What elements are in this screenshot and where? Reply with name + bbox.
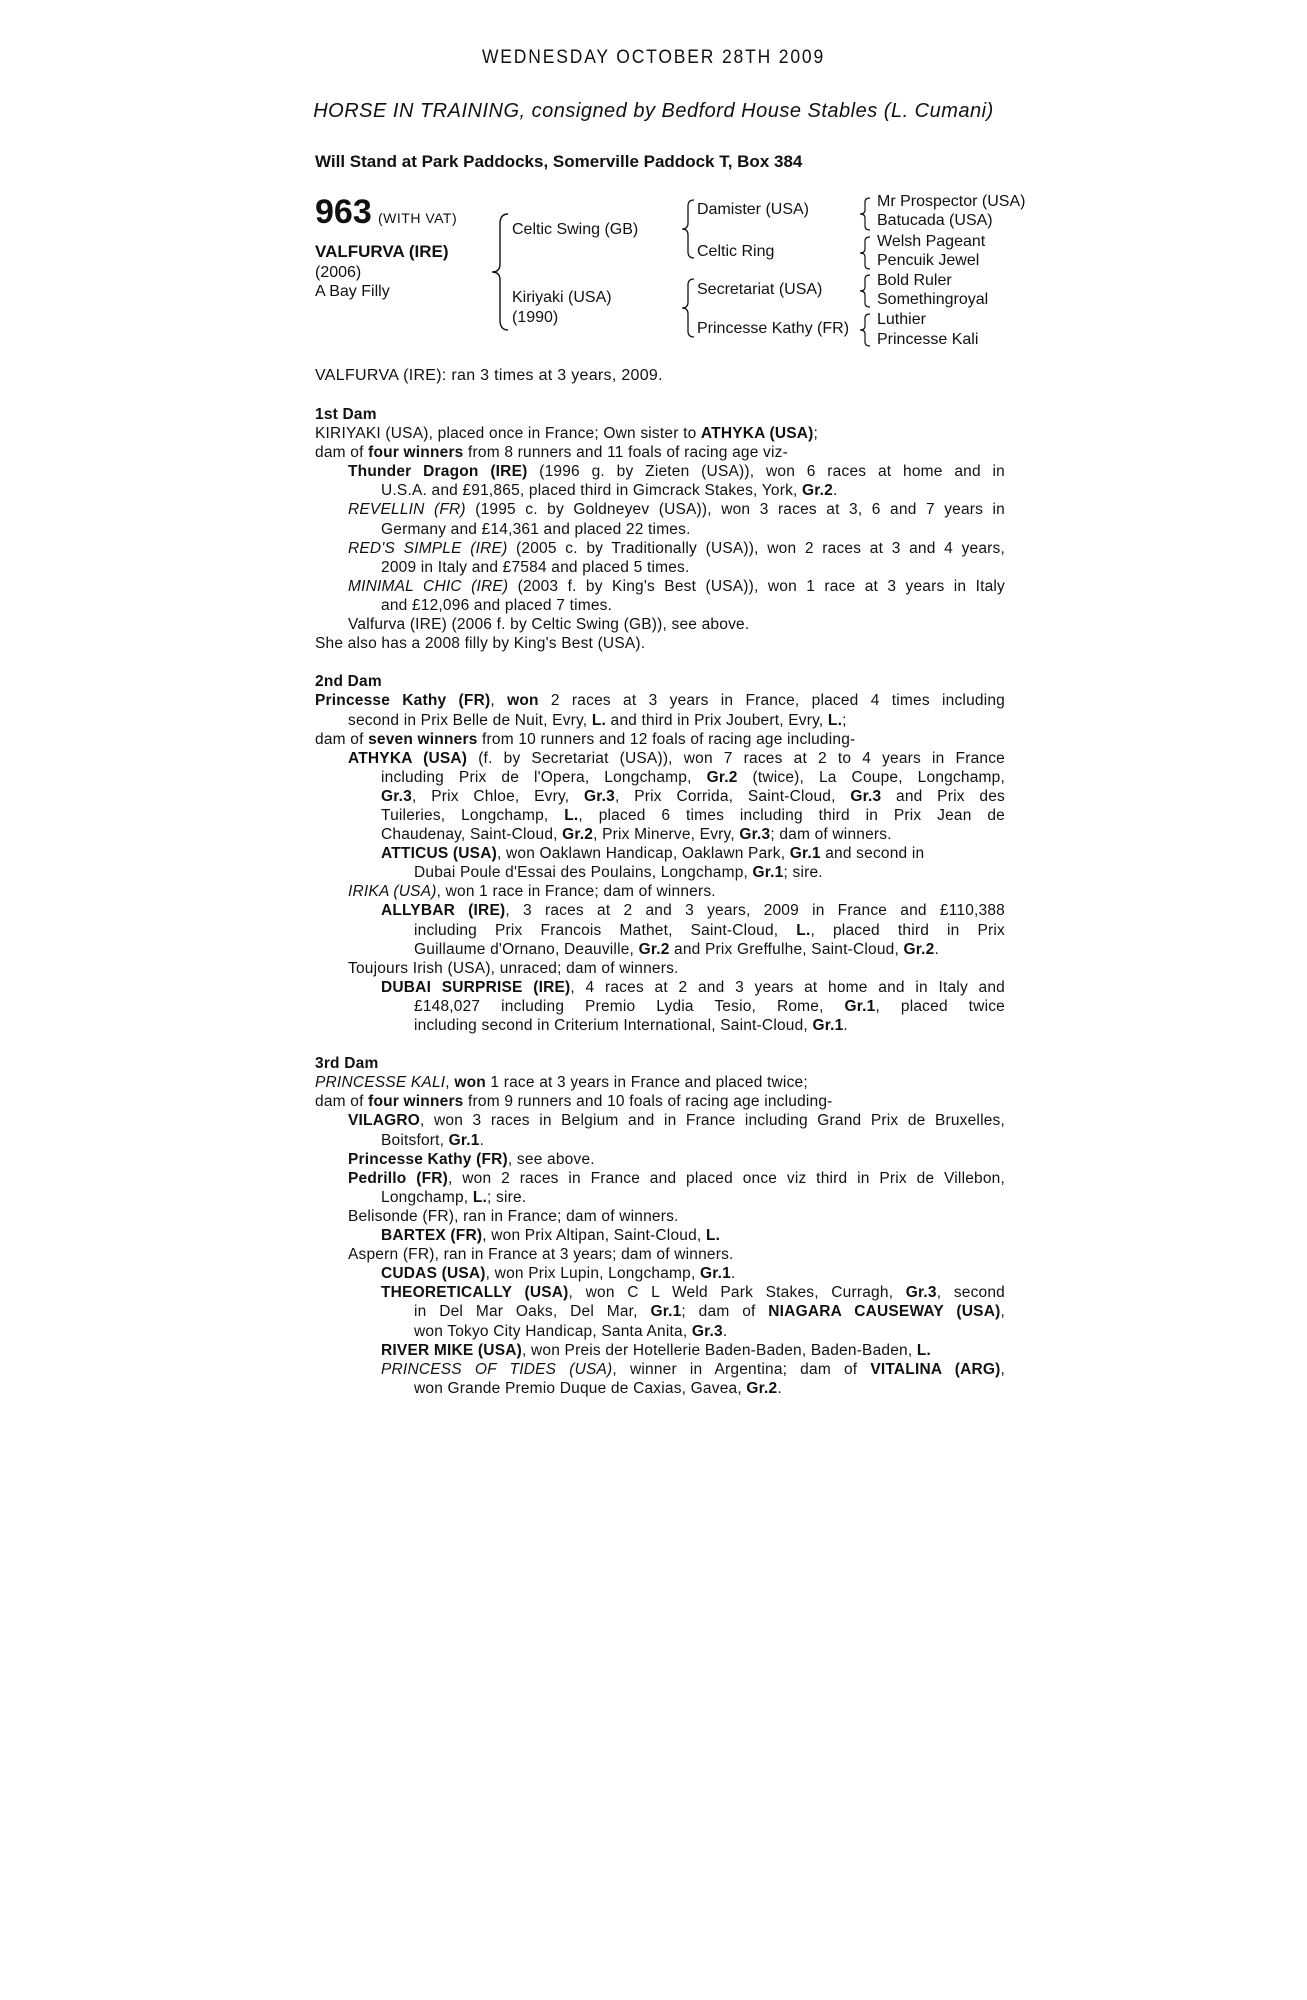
horse-year: (2006) [315,264,362,281]
pedigree-sire-sire: Damister (USA) [697,201,810,218]
produce-entry: BARTEX (FR), won Prix Altipan, Saint-Cloud, L. [381,1227,721,1245]
produce-entry: IRIKA (USA), won 1 race in France; dam of winners. [348,883,716,901]
third-dam-line: dam of four winners from 9 runners and 10 foals of racing age including- [315,1093,833,1111]
race-record: VALFURVA (IRE): ran 3 times at 3 years, 2009. [315,367,663,384]
consignment-line: HORSE IN TRAINING, consigned by Bedford House Stables (L. Cumani) [313,100,994,122]
produce-entry-cont: 2009 in Italy and £7584 and placed 5 times. [381,558,690,576]
stand-location: Will Stand at Park Paddocks, Somerville Paddock T, Box 384 [315,152,803,171]
produce-entry-cont: Chaudenay, Saint-Cloud, Gr.2, Prix Minerve, Evry, Gr.3; dam of winners. [381,826,892,844]
sale-date: WEDNESDAY OCTOBER 28TH 2009 [481,47,826,68]
second-dam-line: Princesse Kathy (FR), won 2 races at 3 years in France, placed 4 times including [315,692,1005,710]
produce-entry-cont: Tuileries, Longchamp, L., placed 6 times including third in Prix Jean de [381,806,1005,824]
third-dam-heading: 3rd Dam [315,1055,379,1073]
spacer [315,1035,1005,1054]
pedigree-sire-dam: Celtic Ring [697,243,775,260]
produce-entry: DUBAI SURPRISE (IRE), 4 races at 2 and 3 years at home and in Italy and [381,978,1005,996]
produce-entry-cont: Boitsfort, Gr.1. [381,1131,485,1149]
pedigree-g3: Welsh Pageant [877,233,986,250]
second-dam-heading: 2nd Dam [315,673,382,691]
produce-entry-cont: Dubai Poule d'Essai des Poulains, Longchamp, Gr.1; sire. [414,864,823,882]
produce-entry: Toujours Irish (USA), unraced; dam of winners. [348,959,679,977]
pedigree-g5: Bold Ruler [877,272,952,289]
produce-entry: THEORETICALLY (USA), won C L Weld Park Stakes, Curragh, Gr.3, second [381,1284,1006,1302]
produce-note: She also has a 2008 filly by King's Best (USA). [315,635,646,653]
produce-entry-cont: including Prix Francois Mathet, Saint-Cloud, L., placed third in Prix [414,921,1005,939]
pedigree-g8: Princesse Kali [877,331,979,348]
first-dam-heading: 1st Dam [315,406,377,423]
produce-entry-cont: £148,027 including Premio Lydia Tesio, Rome, Gr.1, placed twice [414,997,1005,1015]
produce-entry: MINIMAL CHIC (IRE) (2003 f. by King's Best (USA)), won 1 race at 3 years in Italy [348,577,1005,595]
produce-entry-cont: won Grande Premio Duque de Caxias, Gavea, Gr.2. [414,1379,782,1397]
pedigree-g4: Pencuik Jewel [877,252,980,269]
horse-name: VALFURVA (IRE) [315,242,449,261]
produce-entry-cont: and £12,096 and placed 7 times. [381,596,613,614]
lot-number: 963 [315,193,372,231]
produce-entry: Pedrillo (FR), won 2 races in France and placed once viz third in Prix de Villebon, [348,1169,1005,1187]
produce-entry-cont: including Prix de l'Opera, Longchamp, Gr.2 (twice), La Coupe, Longchamp, [381,768,1005,786]
pedigree-brace-sire [680,198,696,260]
second-dam-line: dam of seven winners from 10 runners and 12 foals of racing age including- [315,730,856,748]
produce-entry: PRINCESS OF TIDES (USA), winner in Argentina; dam of VITALINA (ARG), [381,1360,1005,1378]
produce-entry-cont: Gr.3, Prix Chloe, Evry, Gr.3, Prix Corrida, Saint-Cloud, Gr.3 and Prix des [381,787,1005,805]
produce-entry-cont: in Del Mar Oaks, Del Mar, Gr.1; dam of NIAGARA CAUSEWAY (USA), [414,1303,1005,1321]
pedigree-brace-g2 [858,235,872,271]
produce-entry: Belisonde (FR), ran in France; dam of winners. [348,1207,679,1225]
produce-entry: RIVER MIKE (USA), won Preis der Hotellerie Baden-Baden, Baden-Baden, L. [381,1341,932,1359]
produce-entry-cont: won Tokyo City Handicap, Santa Anita, Gr.3. [414,1322,728,1340]
produce-entry-cont: Longchamp, L.; sire. [381,1188,527,1206]
produce-entry: VILAGRO, won 3 races in Belgium and in France including Grand Prix de Bruxelles, [348,1112,1005,1130]
pedigree-g7: Luthier [877,311,926,328]
produce-record [315,405,1005,1398]
produce-entry: ATHYKA (USA) (f. by Secretariat (USA)), won 7 races at 2 to 4 years in France [348,749,1005,767]
first-dam-line: dam of four winners from 8 runners and 11 foals of racing age viz- [315,444,788,462]
third-dam-line: PRINCESSE KALI, won 1 race at 3 years in France and placed twice; [315,1074,808,1092]
pedigree-g1: Mr Prospector (USA) [877,193,1026,210]
produce-entry-cont: Germany and £14,361 and placed 22 times. [381,520,691,538]
pedigree-brace-g4 [858,312,872,348]
pedigree-g2: Batucada (USA) [877,212,993,229]
produce-entry: ALLYBAR (IRE), 3 races at 2 and 3 years, 2009 in France and £110,388 [381,902,1005,920]
pedigree-dam-year: (1990) [512,309,559,326]
pedigree-g6: Somethingroyal [877,291,989,308]
produce-entry: ATTICUS (USA), won Oaklawn Handicap, Oaklawn Park, Gr.1 and second in [381,845,925,863]
pedigree-brace-main [490,212,510,332]
produce-entry: RED'S SIMPLE (IRE) (2005 c. by Traditionally (USA)), won 2 races at 3 and 4 years, [348,539,1005,557]
produce-entry: REVELLIN (FR) (1995 c. by Goldneyev (USA)), won 3 races at 3, 6 and 7 years in [348,501,1006,519]
second-dam-line: second in Prix Belle de Nuit, Evry, L. and third in Prix Joubert, Evry, L.; [348,711,847,729]
produce-entry: Princesse Kathy (FR), see above. [348,1150,595,1168]
vat-note: (WITH VAT) [378,210,458,226]
pedigree-dam: Kiriyaki (USA) [512,289,612,306]
pedigree-sire: Celtic Swing (GB) [512,221,639,238]
produce-entry-cont: U.S.A. and £91,865, placed third in Gimcrack Stakes, York, Gr.2. [381,482,838,500]
pedigree-brace-g3 [858,273,872,309]
pedigree-dam-dam: Princesse Kathy (FR) [697,320,850,337]
produce-entry: Aspern (FR), ran in France at 3 years; dam of winners. [348,1246,734,1264]
produce-entry: Valfurva (IRE) (2006 f. by Celtic Swing (GB)), see above. [348,616,750,634]
first-dam-line: KIRIYAKI (USA), placed once in France; Own sister to ATHYKA (USA); [315,425,819,443]
produce-entry: CUDAS (USA), won Prix Lupin, Longchamp, Gr.1. [381,1265,736,1283]
pedigree-dam-sire: Secretariat (USA) [697,281,823,298]
produce-entry-cont: including second in Criterium International, Saint-Cloud, Gr.1. [414,1017,848,1034]
pedigree-brace-dam [680,277,696,339]
pedigree-brace-g1 [858,196,872,232]
horse-description: A Bay Filly [315,283,390,300]
produce-entry: Thunder Dragon (IRE) (1996 g. by Zieten (USA)), won 6 races at home and in [348,463,1005,481]
produce-entry-cont: Guillaume d'Ornano, Deauville, Gr.2 and Prix Greffulhe, Saint-Cloud, Gr.2. [414,940,939,958]
spacer [315,653,1005,672]
